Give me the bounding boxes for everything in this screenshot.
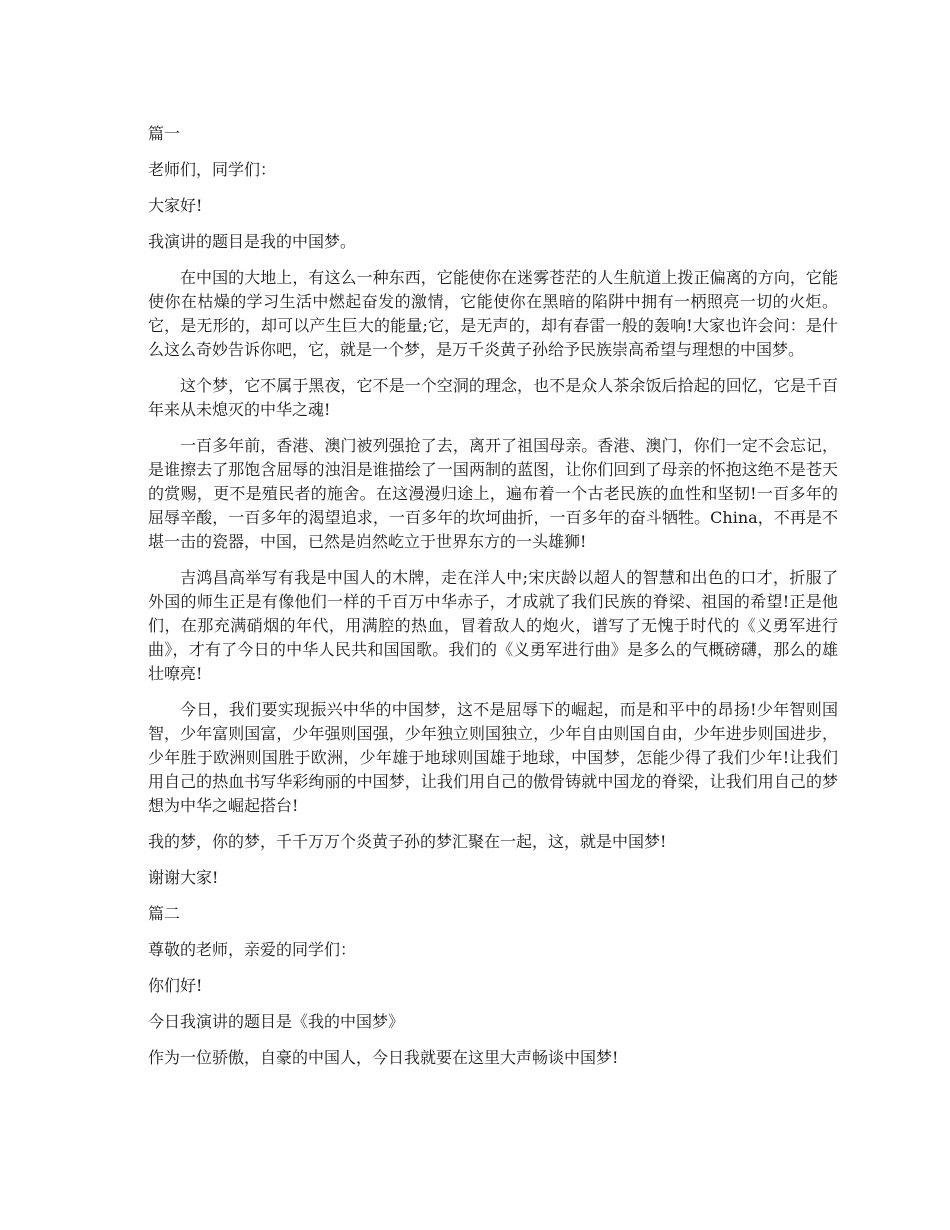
speech-topic: 我演讲的题目是我的中国梦。 bbox=[148, 232, 357, 251]
salutation: 老师们，同学们： bbox=[148, 160, 277, 179]
salutation: 尊敬的老师，亲爱的同学们： bbox=[148, 940, 357, 959]
thanks-line: 谢谢大家! bbox=[148, 868, 219, 887]
body-paragraph: 吉鸿昌高举写有我是中国人的木牌，走在洋人中;宋庆龄以超人的智慧和出色的口才，折服了外国的师生正是有像他们一样的千百万中华赤子，才成就了我们民族的脊梁、祖国的希望!正是他们，在那充满硝烟的年代，用满腔的热血，冒着敌人的炮火，谱写了无愧于时代的《义勇军进行曲》，才有了今日的中华人民共和国国歌。我们的《义勇军进行曲》是多么的气概磅礴，那么的雄壮嘹亮! bbox=[148, 568, 838, 683]
body-paragraph: 一百多年前，香港、澳门被列强抢了去，离开了祖国母亲。香港、澳门，你们一定不会忘记，是谁擦去了那饱含屈辱的浊泪是谁描绘了一国两制的蓝图，让你们回到了母亲的怀抱这绝不是苍天的赏赐，更不是殖民者的施舍。在这漫漫归途上，遍布着一个古老民族的血性和坚韧!一百多年的屈辱辛酸，一百多年的渴望追求，一百多年的坎坷曲折，一百多年的奋斗牺牲。China，不再是不堪一击的瓷器，中国，已然是岿然屹立于世界东方的一头雄狮! bbox=[148, 436, 838, 551]
section-heading: 篇一 bbox=[148, 124, 181, 143]
speech-topic: 今日我演讲的题目是《我的中国梦》 bbox=[148, 1012, 405, 1031]
body-paragraph: 今日，我们要实现振兴中华的中国梦，这不是屈辱下的崛起，而是和平中的昂扬!少年智则国智，少年富则国富，少年强则国强，少年独立则国独立，少年自由则国自由，少年进步则国进步，少年胜于欧洲则国胜于欧洲，少年雄于地球则国雄于地球，中国梦，怎能少得了我们少年!让我们用自己的热血书写华彩绚丽的中国梦，让我们用自己的傲骨铸就中国龙的脊梁，让我们用自己的梦想为中华之崛起搭台! bbox=[148, 700, 838, 815]
greeting: 大家好! bbox=[148, 196, 203, 215]
document-page bbox=[148, 122, 838, 1082]
closing-line: 我的梦，你的梦，千千万万个炎黄子孙的梦汇聚在一起，这，就是中国梦! bbox=[148, 832, 667, 851]
greeting: 你们好! bbox=[148, 976, 203, 995]
section-heading: 篇二 bbox=[148, 904, 181, 923]
body-paragraph: 作为一位骄傲，自豪的中国人，今日我就要在这里大声畅谈中国梦! bbox=[148, 1048, 619, 1067]
body-paragraph: 在中国的大地上，有这么一种东西，它能使你在迷雾苍茫的人生航道上拨正偏离的方向，它能使你在枯燥的学习生活中燃起奋发的激情，它能使你在黑暗的陷阱中拥有一柄照亮一切的火炬。它，是无形的，却可以产生巨大的能量;它，是无声的，却有春雷一般的轰响!大家也许会问：是什么这么奇妙告诉你吧，它，就是一个梦，是万千炎黄子孙给予民族崇高希望与理想的中国梦。 bbox=[148, 268, 838, 359]
body-paragraph: 这个梦，它不属于黑夜，它不是一个空洞的理念，也不是众人茶余饭后拾起的回忆，它是千百年来从未熄灭的中华之魂! bbox=[148, 376, 838, 419]
